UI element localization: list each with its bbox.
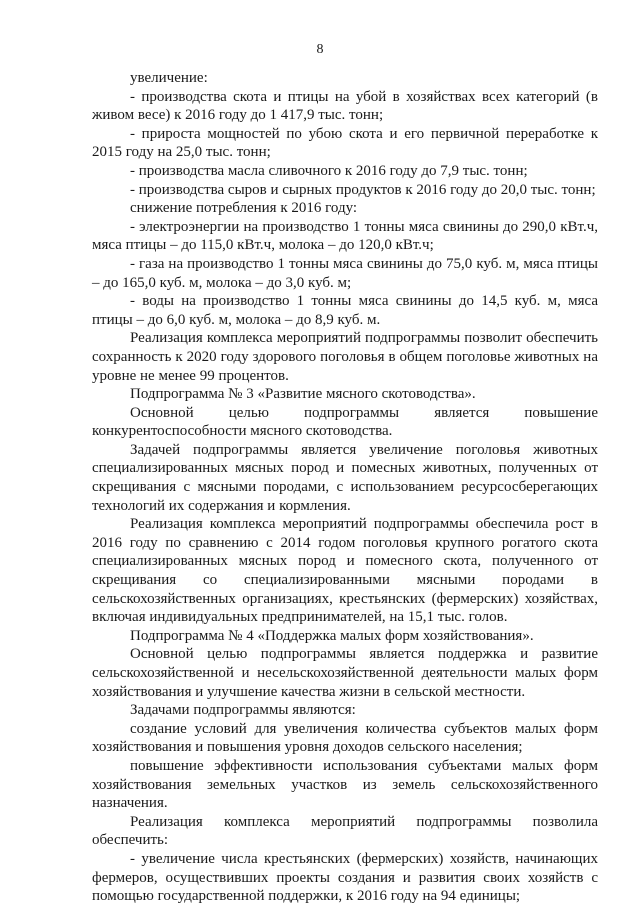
list-item: - электроэнергии на производство 1 тонны мяса свинины до 290,0 кВт.ч, мяса птицы – до 115,0 кВт.ч, молока – до 120,0 кВт.ч; [92, 218, 598, 254]
paragraph: создание условий для увеличения количества субъектов малых форм хозяйствования и повышения уровня доходов сельского населения; [92, 720, 598, 756]
list-item: - газа на производство 1 тонны мяса свинины до 75,0 куб. м, мяса птицы – до 165,0 куб. м, молока – до 3,0 куб. м; [92, 255, 598, 291]
section-heading: Подпрограмма № 3 «Развитие мясного скотоводства». [130, 386, 476, 403]
paragraph: повышение эффективности использования субъектами малых форм хозяйствования земельных участков из земель сельскохозяйственного назначения. [92, 757, 598, 812]
paragraph: Основной целью подпрограммы является повышение конкурентоспособности мясного скотоводства. [92, 404, 598, 440]
paragraph: Реализация комплекса мероприятий подпрограммы позволит обеспечить сохранность к 2020 году здорового поголовья в общем поголовье животных на уровне не менее 99 процентов. [92, 330, 598, 384]
list-item: - производства скота и птицы на убой в хозяйствах всех категорий (в живом весе) к 2016 году до 1 417,9 тыс. тонн; [92, 88, 598, 124]
paragraph: Реализация комплекса мероприятий подпрограммы обеспечила рост в 2016 году по сравнению с 2014 годом поголовья крупного рогатого скота специализированных мясных пород и помесного скота, полученного от скрещивания со специализированными мясными породами в сельскохозяйственных организациях, крестьянских (фермерских) хозяйствах, включая индивидуальных предпринимателей, на 15,1 тыс. голов. [92, 516, 598, 626]
document-body [92, 69, 598, 906]
list-item: - производства сыров и сырных продуктов к 2016 году до 20,0 тыс. тонн; [130, 181, 596, 198]
paragraph: Реализация комплекса мероприятий подпрограммы позволила обеспечить: [92, 813, 598, 849]
page-number: 8 [316, 42, 324, 57]
section-heading: Подпрограмма № 4 «Поддержка малых форм хозяйствования». [130, 627, 534, 644]
list-item: - увеличение числа крестьянских (фермерских) хозяйств, начинающих фермеров, осуществивших проекты создания и развития своих хозяйств с помощью государственной поддержки, к 2016 году на 94 единицы; [92, 850, 598, 905]
paragraph: Задачами подпрограммы являются: [130, 702, 356, 719]
list-item: - воды на производство 1 тонны мяса свинины до 14,5 куб. м, мяса птицы – до 6,0 куб. м, молока – до 8,9 куб. м. [92, 293, 598, 328]
paragraph: увеличение: [130, 70, 208, 86]
list-item: - производства масла сливочного к 2016 году до 7,9 тыс. тонн; [130, 162, 528, 179]
paragraph: Основной целью подпрограммы является поддержка и развитие сельскохозяйственной и несельскохозяйственной деятельности малых форм хозяйствования и улучшение качества жизни в сельской местности. [92, 646, 598, 700]
paragraph: Задачей подпрограммы является увеличение поголовья животных специализированных мясных пород и помесных животных, полученных от скрещивания с мясными породами, с использованием ресурсосберегающих технологий их содержания и кормления. [92, 441, 598, 514]
list-item: - прироста мощностей по убою скота и его первичной переработке к 2015 году на 25,0 тыс. тонн; [92, 125, 598, 161]
paragraph: снижение потребления к 2016 году: [130, 200, 358, 217]
